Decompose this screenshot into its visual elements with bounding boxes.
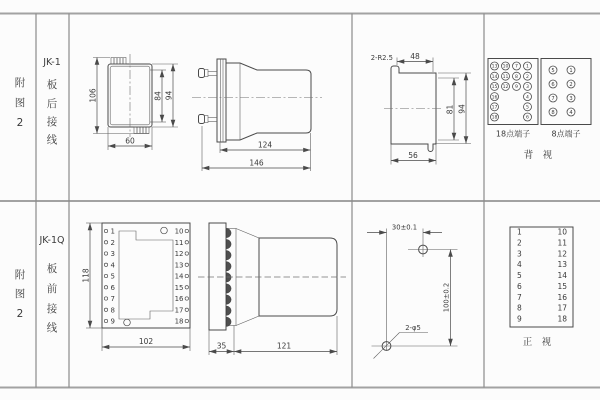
terminal-pin: 3 <box>569 95 573 102</box>
terminal-pin: 4 <box>526 95 529 101</box>
wiring-char: 板 <box>46 79 58 91</box>
pin-number: 2 <box>110 238 115 247</box>
terminal-pin: 1 <box>569 67 573 74</box>
terminal-number: 5 <box>517 271 522 280</box>
wiring-char: 板 <box>46 263 58 275</box>
case-body <box>226 63 311 140</box>
model-name: JK-1Q <box>39 235 65 246</box>
corner-radius-note: 2-R2.5 <box>370 54 393 62</box>
terminal-block-8 <box>541 59 591 139</box>
dim-56: 56 <box>408 151 418 160</box>
terminal-18-label: 18点端子 <box>495 129 531 139</box>
fig-char: 附 <box>14 269 26 281</box>
model-name: JK-1 <box>43 57 61 68</box>
terminal-stud-bottom <box>199 115 218 124</box>
terminal-pin: 5 <box>526 105 529 111</box>
front-mounting-plate <box>209 223 226 330</box>
terminal-pin: 12 <box>502 85 509 91</box>
terminal-pin: 3 <box>526 85 529 91</box>
pin-number: 8 <box>110 306 115 315</box>
terminal-pin: 15 <box>491 85 498 91</box>
dim-94: 94 <box>164 90 174 101</box>
fig-char: 图 <box>14 97 26 109</box>
dim-48: 48 <box>410 52 420 61</box>
terminal-pin: 5 <box>551 67 555 74</box>
terminal-8-label: 8点端子 <box>551 129 581 139</box>
dim-102: 102 <box>138 337 154 346</box>
terminal-number: 15 <box>557 281 567 291</box>
pin-number: 7 <box>110 295 115 303</box>
pin-number: 1 <box>110 227 115 236</box>
terminal-pin: 4 <box>569 109 573 116</box>
fig-char: 附 <box>14 77 26 89</box>
terminal-number: 11 <box>557 238 567 248</box>
terminal-number: 7 <box>517 292 522 302</box>
fig-char: 图 <box>14 288 26 300</box>
front-view-right-pins <box>175 228 189 326</box>
number-box-left-column <box>517 228 522 324</box>
dim-81: 81 <box>445 104 455 115</box>
terminal-stud-top <box>199 69 218 78</box>
drilling-plan <box>367 224 458 359</box>
pin-number: 5 <box>110 272 115 281</box>
dim-84: 84 <box>153 91 163 101</box>
pin-number: 10 <box>174 227 184 236</box>
dim-100: 100±0.2 <box>442 282 451 313</box>
dim-106: 106 <box>88 88 98 103</box>
terminal-number: 16 <box>557 292 567 302</box>
panel-cutout-view <box>371 52 471 165</box>
dim-35: 35 <box>216 341 227 351</box>
pin-number: 3 <box>110 250 115 258</box>
terminal-pin: 10 <box>502 64 509 70</box>
terminal-number: 4 <box>517 260 522 270</box>
row2-model-label <box>39 235 65 334</box>
terminal-pin: 9 <box>515 85 518 91</box>
pin-number: 9 <box>110 317 115 326</box>
terminal-pin: 1 <box>526 64 529 70</box>
terminal-pin: 2 <box>526 74 529 80</box>
dim-30: 30±0.1 <box>391 223 418 232</box>
wiring-char: 线 <box>46 134 58 146</box>
terminal-pin: 11 <box>502 74 509 80</box>
number-box-right-column <box>557 228 567 324</box>
pin-number: 17 <box>174 306 184 315</box>
dim-146: 146 <box>249 158 264 168</box>
top-tab-hatch <box>114 58 123 64</box>
dim-121: 121 <box>276 341 292 351</box>
terminal-number: 3 <box>517 249 522 259</box>
terminal-number: 1 <box>517 227 522 237</box>
jk1q-side-view <box>198 223 346 355</box>
terminal-pin: 13 <box>491 64 498 70</box>
wiring-char: 接 <box>46 303 58 315</box>
pin-number: 13 <box>174 261 184 270</box>
pin-number: 18 <box>174 317 184 326</box>
terminal-number: 12 <box>557 249 567 259</box>
terminal-pin: 8 <box>551 109 555 116</box>
hole-note: 2-φ5 <box>405 324 421 332</box>
mounting-hole-top <box>161 227 168 234</box>
taper-top <box>236 229 259 239</box>
terminal-number: 8 <box>517 303 522 313</box>
pin-number: 4 <box>110 261 115 270</box>
terminal-number: 14 <box>557 271 567 280</box>
terminal-pin: 6 <box>526 115 529 121</box>
jk1-rear-face-view <box>89 54 179 150</box>
terminal-number: 18 <box>557 314 567 324</box>
terminal-block-18 <box>488 59 538 139</box>
wiring-char: 后 <box>46 98 58 110</box>
row1-figure-label <box>15 76 26 129</box>
top-tab <box>111 58 126 65</box>
dim-118: 118 <box>81 268 91 283</box>
row2-figure-label <box>15 268 26 320</box>
dim-60: 60 <box>125 136 135 146</box>
terminal-number-box <box>510 227 573 348</box>
jk1q-front-view <box>82 223 191 351</box>
dim-124: 124 <box>257 140 273 150</box>
pin-number: 14 <box>174 272 184 281</box>
terminal-pin: 2 <box>569 81 573 88</box>
terminal-pin: 14 <box>491 74 498 80</box>
terminal-8-box <box>541 59 591 125</box>
terminal-pin: 7 <box>551 95 555 102</box>
bottom-tab <box>134 127 149 134</box>
fig-char: 2 <box>16 308 24 320</box>
front-view-label: 正 视 <box>522 337 552 348</box>
terminal-number: 10 <box>557 227 567 237</box>
terminal-pin: 8 <box>515 74 518 80</box>
terminal-pin: 6 <box>551 81 555 88</box>
terminal-pin: 7 <box>515 64 518 70</box>
pin-number: 12 <box>174 250 184 258</box>
bottom-tab-hatch <box>137 127 146 133</box>
dim-94b: 94 <box>457 104 467 114</box>
terminal-number: 9 <box>517 314 522 324</box>
taper-bottom <box>236 316 259 326</box>
wiring-char: 接 <box>46 116 58 128</box>
terminal-pin: 16 <box>491 95 498 101</box>
terminal-bumps <box>227 228 232 326</box>
mounting-hole-bottom <box>124 319 131 326</box>
front-view-left-pins <box>104 228 115 326</box>
pin-number: 6 <box>110 283 115 292</box>
row1-model-label <box>42 57 61 146</box>
wiring-char: 线 <box>46 322 58 334</box>
terminal-number: 17 <box>557 303 567 313</box>
inner-step-outline <box>119 231 173 319</box>
pin-number: 15 <box>174 283 184 292</box>
terminal-number: 6 <box>517 281 522 291</box>
rear-view-label: 背 视 <box>523 150 553 161</box>
mounting-flange <box>217 59 226 142</box>
jk1-side-view <box>192 59 322 171</box>
fig-char: 2 <box>16 117 24 129</box>
terminal-pin: 17 <box>491 105 498 111</box>
terminal-number: 13 <box>557 260 567 270</box>
terminal-number: 2 <box>517 238 522 248</box>
terminal-pin: 18 <box>491 115 498 121</box>
wiring-char: 前 <box>46 283 58 295</box>
pin-number: 16 <box>174 295 184 303</box>
pin-number: 11 <box>174 238 184 247</box>
